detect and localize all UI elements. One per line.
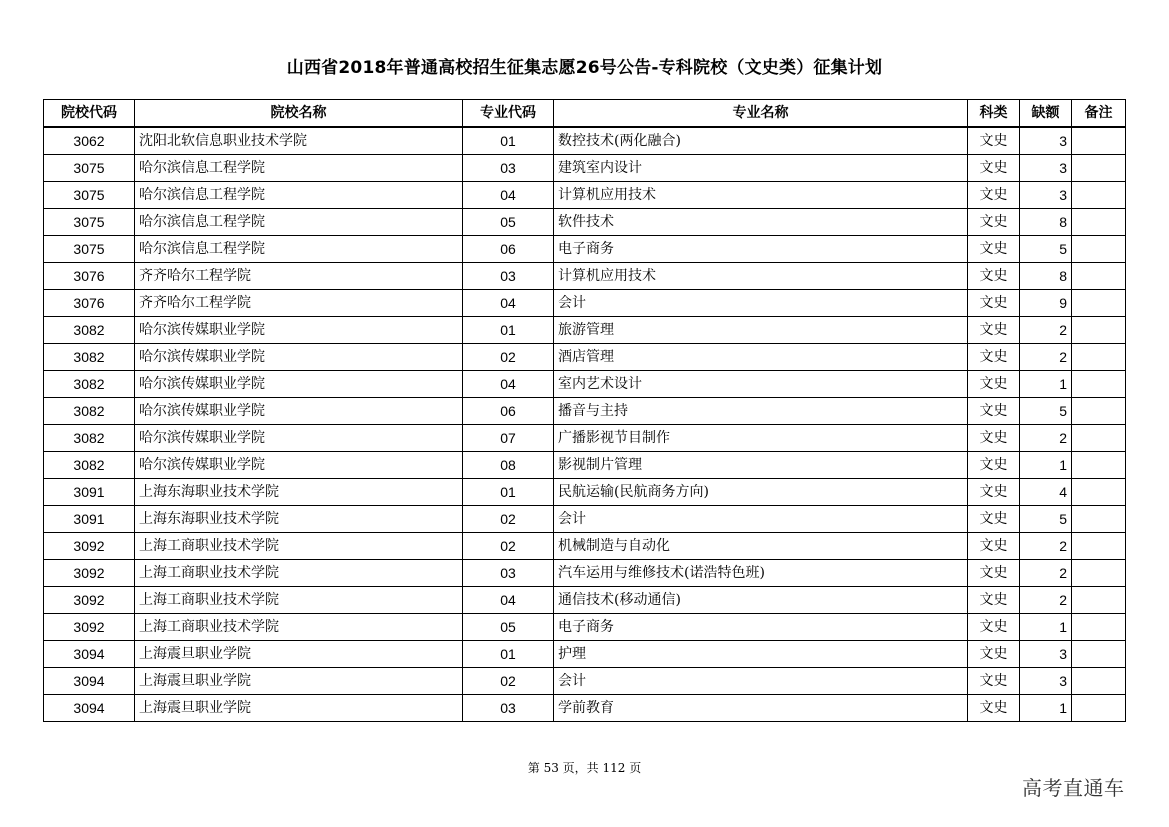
cell-school-code: 3075 xyxy=(44,182,135,209)
cell-major-code: 06 xyxy=(463,398,554,425)
cell-school-name: 上海工商职业技术学院 xyxy=(135,614,463,641)
cell-school-code: 3094 xyxy=(44,641,135,668)
cell-school-code: 3082 xyxy=(44,425,135,452)
cell-notes xyxy=(1072,533,1126,560)
header-major-name: 专业名称 xyxy=(554,100,968,128)
cell-major-code: 03 xyxy=(463,263,554,290)
cell-major-code: 06 xyxy=(463,236,554,263)
cell-notes xyxy=(1072,317,1126,344)
cell-notes xyxy=(1072,398,1126,425)
cell-school-code: 3075 xyxy=(44,155,135,182)
cell-major-code: 08 xyxy=(463,452,554,479)
table-row xyxy=(44,668,1126,695)
cell-major-code: 04 xyxy=(463,587,554,614)
cell-vacancies: 1 xyxy=(1020,614,1072,641)
cell-category: 文史 xyxy=(968,425,1020,452)
table-row xyxy=(44,127,1126,155)
cell-school-code: 3076 xyxy=(44,263,135,290)
cell-category: 文史 xyxy=(968,398,1020,425)
cell-school-name: 上海东海职业技术学院 xyxy=(135,479,463,506)
cell-major-code: 02 xyxy=(463,668,554,695)
cell-major-name: 数控技术(两化融合) xyxy=(554,127,968,155)
cell-major-code: 04 xyxy=(463,371,554,398)
table-row xyxy=(44,533,1126,560)
table-row xyxy=(44,398,1126,425)
cell-vacancies: 9 xyxy=(1020,290,1072,317)
page-number-footer: 第 53 页，共 112 页 xyxy=(527,761,642,775)
header-vacancies: 缺额 xyxy=(1020,100,1072,128)
cell-notes xyxy=(1072,371,1126,398)
table-row xyxy=(44,155,1126,182)
cell-notes xyxy=(1072,668,1126,695)
cell-notes xyxy=(1072,587,1126,614)
cell-major-name: 计算机应用技术 xyxy=(554,182,968,209)
cell-school-name: 上海东海职业技术学院 xyxy=(135,506,463,533)
cell-notes xyxy=(1072,614,1126,641)
cell-major-code: 05 xyxy=(463,614,554,641)
cell-school-name: 齐齐哈尔工程学院 xyxy=(135,263,463,290)
cell-school-code: 3082 xyxy=(44,317,135,344)
cell-category: 文史 xyxy=(968,209,1020,236)
cell-major-code: 07 xyxy=(463,425,554,452)
table-row xyxy=(44,209,1126,236)
cell-category: 文史 xyxy=(968,641,1020,668)
cell-school-name: 哈尔滨传媒职业学院 xyxy=(135,317,463,344)
table-row xyxy=(44,290,1126,317)
cell-major-name: 软件技术 xyxy=(554,209,968,236)
cell-major-code: 01 xyxy=(463,127,554,155)
cell-major-name: 影视制片管理 xyxy=(554,452,968,479)
cell-major-code: 04 xyxy=(463,182,554,209)
cell-school-name: 哈尔滨传媒职业学院 xyxy=(135,425,463,452)
cell-major-code: 01 xyxy=(463,641,554,668)
table-row xyxy=(44,344,1126,371)
header-major-code: 专业代码 xyxy=(463,100,554,128)
cell-vacancies: 5 xyxy=(1020,398,1072,425)
cell-school-code: 3094 xyxy=(44,668,135,695)
cell-school-name: 哈尔滨传媒职业学院 xyxy=(135,398,463,425)
cell-major-name: 民航运输(民航商务方向) xyxy=(554,479,968,506)
cell-vacancies: 2 xyxy=(1020,560,1072,587)
cell-major-code: 02 xyxy=(463,506,554,533)
cell-vacancies: 8 xyxy=(1020,209,1072,236)
cell-school-name: 哈尔滨信息工程学院 xyxy=(135,209,463,236)
cell-school-name: 哈尔滨传媒职业学院 xyxy=(135,344,463,371)
cell-category: 文史 xyxy=(968,506,1020,533)
cell-school-code: 3082 xyxy=(44,371,135,398)
table-row xyxy=(44,182,1126,209)
cell-vacancies: 3 xyxy=(1020,641,1072,668)
cell-vacancies: 3 xyxy=(1020,668,1072,695)
cell-category: 文史 xyxy=(968,479,1020,506)
cell-major-name: 会计 xyxy=(554,668,968,695)
cell-school-code: 3091 xyxy=(44,506,135,533)
cell-category: 文史 xyxy=(968,614,1020,641)
cell-major-name: 通信技术(移动通信) xyxy=(554,587,968,614)
cell-vacancies: 2 xyxy=(1020,425,1072,452)
table-row xyxy=(44,506,1126,533)
watermark: 高考直通车 xyxy=(1022,776,1125,800)
cell-school-code: 3075 xyxy=(44,236,135,263)
cell-school-code: 3092 xyxy=(44,614,135,641)
cell-notes xyxy=(1072,182,1126,209)
cell-notes xyxy=(1072,560,1126,587)
cell-major-name: 会计 xyxy=(554,506,968,533)
cell-major-name: 建筑室内设计 xyxy=(554,155,968,182)
cell-category: 文史 xyxy=(968,182,1020,209)
cell-category: 文史 xyxy=(968,371,1020,398)
cell-category: 文史 xyxy=(968,236,1020,263)
cell-major-code: 01 xyxy=(463,479,554,506)
cell-category: 文史 xyxy=(968,344,1020,371)
cell-category: 文史 xyxy=(968,290,1020,317)
cell-school-code: 3082 xyxy=(44,452,135,479)
cell-notes xyxy=(1072,479,1126,506)
cell-school-name: 齐齐哈尔工程学院 xyxy=(135,290,463,317)
cell-school-code: 3082 xyxy=(44,398,135,425)
table-row xyxy=(44,236,1126,263)
cell-school-name: 上海工商职业技术学院 xyxy=(135,560,463,587)
cell-school-name: 哈尔滨信息工程学院 xyxy=(135,236,463,263)
table-row xyxy=(44,425,1126,452)
cell-school-name: 上海震旦职业学院 xyxy=(135,695,463,722)
cell-vacancies: 8 xyxy=(1020,263,1072,290)
cell-major-name: 会计 xyxy=(554,290,968,317)
cell-major-name: 汽车运用与维修技术(诺浩特色班) xyxy=(554,560,968,587)
cell-major-code: 03 xyxy=(463,695,554,722)
cell-vacancies: 5 xyxy=(1020,506,1072,533)
cell-school-name: 哈尔滨传媒职业学院 xyxy=(135,452,463,479)
table-row xyxy=(44,587,1126,614)
cell-school-code: 3091 xyxy=(44,479,135,506)
table-row xyxy=(44,317,1126,344)
table-row xyxy=(44,479,1126,506)
cell-major-name: 机械制造与自动化 xyxy=(554,533,968,560)
cell-school-name: 上海震旦职业学院 xyxy=(135,668,463,695)
table-row xyxy=(44,371,1126,398)
cell-vacancies: 3 xyxy=(1020,182,1072,209)
header-school-name: 院校名称 xyxy=(135,100,463,128)
cell-major-name: 计算机应用技术 xyxy=(554,263,968,290)
cell-major-name: 旅游管理 xyxy=(554,317,968,344)
cell-notes xyxy=(1072,209,1126,236)
cell-school-name: 哈尔滨传媒职业学院 xyxy=(135,371,463,398)
cell-category: 文史 xyxy=(968,668,1020,695)
cell-category: 文史 xyxy=(968,317,1020,344)
cell-school-code: 3092 xyxy=(44,560,135,587)
cell-school-code: 3075 xyxy=(44,209,135,236)
cell-category: 文史 xyxy=(968,695,1020,722)
cell-notes xyxy=(1072,452,1126,479)
cell-notes xyxy=(1072,155,1126,182)
cell-category: 文史 xyxy=(968,533,1020,560)
cell-notes xyxy=(1072,344,1126,371)
table-body xyxy=(44,127,1126,722)
table-row xyxy=(44,614,1126,641)
cell-major-code: 03 xyxy=(463,155,554,182)
table-row xyxy=(44,641,1126,668)
enrollment-plan-table xyxy=(43,99,1126,722)
cell-vacancies: 1 xyxy=(1020,371,1072,398)
cell-school-name: 沈阳北软信息职业技术学院 xyxy=(135,127,463,155)
table-row xyxy=(44,263,1126,290)
header-category: 科类 xyxy=(968,100,1020,128)
cell-school-code: 3062 xyxy=(44,127,135,155)
cell-notes xyxy=(1072,506,1126,533)
cell-school-name: 上海工商职业技术学院 xyxy=(135,533,463,560)
cell-school-code: 3094 xyxy=(44,695,135,722)
cell-school-code: 3092 xyxy=(44,533,135,560)
cell-major-code: 03 xyxy=(463,560,554,587)
cell-school-code: 3082 xyxy=(44,344,135,371)
page-title: 山西省2018年普通高校招生征集志愿26号公告-专科院校（文史类）征集计划 xyxy=(286,58,883,78)
cell-vacancies: 2 xyxy=(1020,344,1072,371)
cell-major-code: 02 xyxy=(463,533,554,560)
cell-notes xyxy=(1072,290,1126,317)
table-row xyxy=(44,452,1126,479)
cell-notes xyxy=(1072,695,1126,722)
cell-vacancies: 1 xyxy=(1020,695,1072,722)
cell-notes xyxy=(1072,236,1126,263)
cell-major-code: 04 xyxy=(463,290,554,317)
cell-school-code: 3076 xyxy=(44,290,135,317)
cell-major-name: 室内艺术设计 xyxy=(554,371,968,398)
header-school-code: 院校代码 xyxy=(44,100,135,128)
cell-major-code: 05 xyxy=(463,209,554,236)
cell-school-name: 哈尔滨信息工程学院 xyxy=(135,182,463,209)
cell-school-code: 3092 xyxy=(44,587,135,614)
cell-school-name: 上海工商职业技术学院 xyxy=(135,587,463,614)
cell-category: 文史 xyxy=(968,155,1020,182)
cell-school-name: 哈尔滨信息工程学院 xyxy=(135,155,463,182)
cell-major-name: 护理 xyxy=(554,641,968,668)
cell-vacancies: 2 xyxy=(1020,587,1072,614)
cell-major-name: 酒店管理 xyxy=(554,344,968,371)
cell-major-name: 电子商务 xyxy=(554,236,968,263)
cell-major-name: 播音与主持 xyxy=(554,398,968,425)
cell-category: 文史 xyxy=(968,560,1020,587)
cell-vacancies: 3 xyxy=(1020,155,1072,182)
cell-category: 文史 xyxy=(968,587,1020,614)
cell-notes xyxy=(1072,425,1126,452)
table-row xyxy=(44,560,1126,587)
cell-category: 文史 xyxy=(968,127,1020,155)
cell-school-name: 上海震旦职业学院 xyxy=(135,641,463,668)
cell-vacancies: 2 xyxy=(1020,533,1072,560)
cell-category: 文史 xyxy=(968,263,1020,290)
cell-notes xyxy=(1072,641,1126,668)
header-notes: 备注 xyxy=(1072,100,1126,128)
cell-major-name: 广播影视节目制作 xyxy=(554,425,968,452)
cell-notes xyxy=(1072,263,1126,290)
cell-major-name: 学前教育 xyxy=(554,695,968,722)
cell-category: 文史 xyxy=(968,452,1020,479)
cell-major-code: 01 xyxy=(463,317,554,344)
cell-major-code: 02 xyxy=(463,344,554,371)
cell-vacancies: 3 xyxy=(1020,127,1072,155)
cell-vacancies: 1 xyxy=(1020,452,1072,479)
table-row xyxy=(44,695,1126,722)
cell-major-name: 电子商务 xyxy=(554,614,968,641)
cell-vacancies: 5 xyxy=(1020,236,1072,263)
cell-vacancies: 2 xyxy=(1020,317,1072,344)
cell-vacancies: 4 xyxy=(1020,479,1072,506)
table-header-row xyxy=(44,100,1126,128)
cell-notes xyxy=(1072,127,1126,155)
